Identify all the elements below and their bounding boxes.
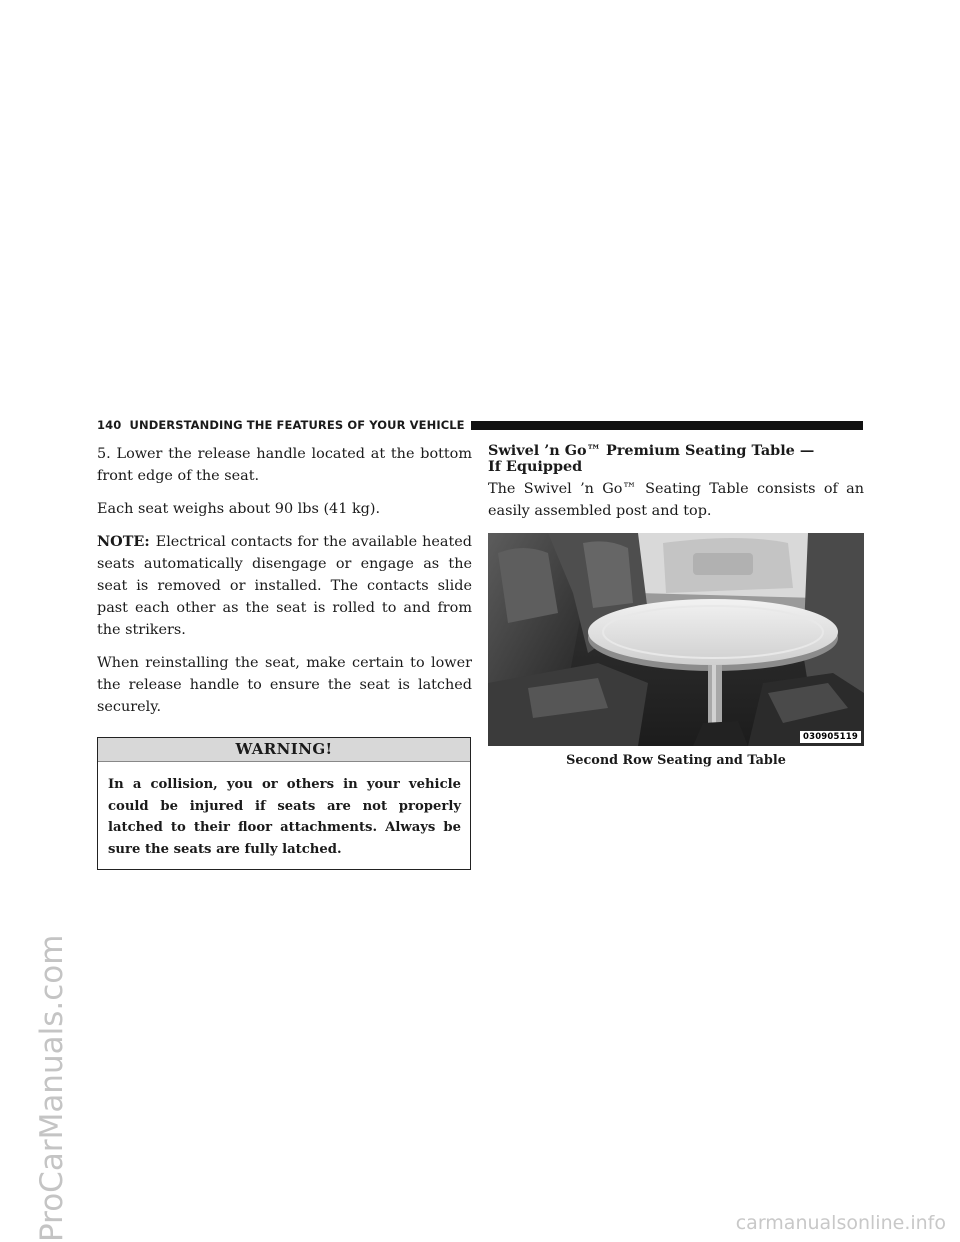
section-title: UNDERSTANDING THE FEATURES OF YOUR VEHICLE	[129, 418, 465, 432]
table-intro-paragraph: The Swivel ’n Go™ Seating Table consists of an easily assembled post and top.	[488, 481, 864, 519]
right-column	[488, 443, 864, 768]
figure-caption: Second Row Seating and Table	[566, 753, 786, 768]
section-heading-line-1: Swivel ’n Go™ Premium Seating Table —	[488, 442, 815, 459]
step-5-paragraph: 5. Lower the release handle located at the bottom front edge of the seat.	[97, 446, 472, 484]
left-column	[97, 443, 472, 870]
seat-weight-paragraph: Each seat weighs about 90 lbs (41 kg).	[97, 501, 381, 517]
warning-title: WARNING!	[98, 738, 470, 762]
section-heading	[488, 443, 864, 475]
header-rule	[471, 421, 863, 430]
note-label: NOTE:	[97, 533, 150, 550]
section-heading-line-2: If Equipped	[488, 458, 583, 475]
warning-body: In a collision, you or others in your vehicle could be injured if seats are not properly latched to their floor attachments. Always be sure the seats are fully latched.	[108, 777, 461, 857]
side-watermark: ProCarManuals.com	[34, 934, 70, 1242]
seating-table-illustration	[488, 533, 864, 746]
figure-code: 030905119	[800, 731, 861, 743]
page-header-text	[97, 418, 471, 432]
page-header	[97, 415, 863, 435]
footer-watermark: carmanualsonline.info	[735, 1212, 946, 1234]
note-paragraph	[97, 531, 472, 641]
note-text: Electrical contacts for the available heated seats automatically disengage or engage as the seat is removed or installed. The contacts slide past each other as the seat is rolled to and from the strikers.	[97, 534, 472, 638]
page-number: 140	[97, 418, 122, 432]
seating-table-photo	[488, 533, 864, 746]
warning-box	[97, 737, 471, 870]
reinstall-paragraph: When reinstalling the seat, make certain to lower the release handle to ensure the seat is latched securely.	[97, 655, 472, 715]
